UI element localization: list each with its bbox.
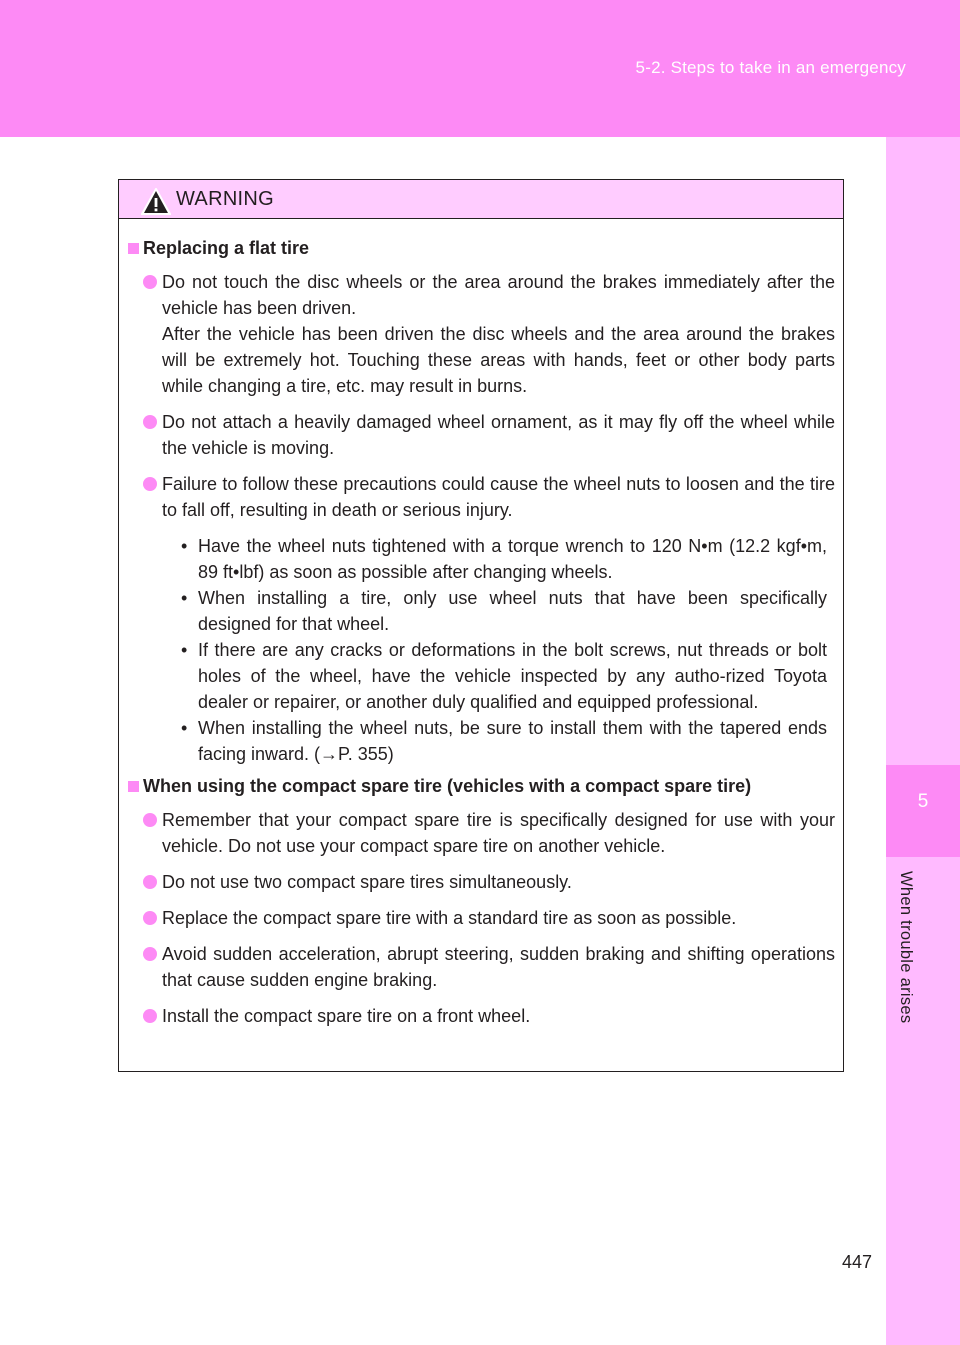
item-text: Do not use two compact spare tires simultaneously. [162,872,572,892]
item-text: Remember that your compact spare tire is specifically designed for use with your vehicle. Do not use your compact spare tire on another vehicle. [162,810,835,856]
sub-list-item: • If there are any cracks or deformations in the bolt screws, nut threads or bolt holes of the wheel, have the vehicle inspected by any autho-rized Toyota dealer or repairer, or another duly qualified and equipped professional. [181,637,827,715]
section-title: 5-2. Steps to take in an emergency [635,58,906,77]
round-bullet-icon [143,1009,157,1023]
sub-bullet: • [181,718,188,738]
section-heading: When using the compact spare tire (vehicles with a compact spare tire) [128,773,835,799]
sub-bullet: • [181,588,188,608]
list-item [128,269,835,399]
list-item [128,905,835,931]
item-text: After the vehicle has been driven the disc wheels and the area around the brakes will be extremely hot. Touching these areas with hands, feet or other body parts while changing a tire, etc. may result in burns. [162,324,835,396]
sub-list-item: • When installing the wheel nuts, be sure to install them with the tapered ends facing inward. (→P. 355) [181,715,827,767]
list-item [128,941,835,993]
warning-title: WARNING [176,188,275,210]
item-text: Avoid sudden acceleration, abrupt steering, sudden braking and shifting operations that cause sudden engine braking. [162,944,835,990]
section-heading: Replacing a flat tire [128,235,835,261]
chapter-label: When trouble arises [897,871,915,1024]
round-bullet-icon [143,813,157,827]
round-bullet-icon [143,875,157,889]
round-bullet-icon [143,415,157,429]
round-bullet-icon [143,947,157,961]
sub-bullet: • [181,640,188,660]
item-text: Install the compact spare tire on a front wheel. [162,1006,531,1026]
square-bullet-icon [128,243,139,254]
warning-header [119,180,843,219]
item-text: Replace the compact spare tire with a standard tire as soon as possible. [162,908,737,928]
item-text: Do not attach a heavily damaged wheel ornament, as it may fly off the wheel while the vehicle is moving. [162,412,835,458]
list-item [128,409,835,461]
item-text: Do not touch the disc wheels or the area around the brakes immediately after the vehicle has been driven. [162,272,835,318]
round-bullet-icon [143,275,157,289]
sub-list [181,533,827,767]
warning-triangle-icon [141,188,171,215]
sub-list-item: • When installing a tire, only use wheel nuts that have been specifically designed for that wheel. [181,585,827,637]
item-text: Failure to follow these precautions could cause the wheel nuts to loosen and the tire to fall off, resulting in death or serious injury. [162,474,835,520]
list-item [128,471,835,523]
side-tab [886,137,960,1345]
list-item [128,869,835,895]
chapter-number: 5 [917,791,929,812]
round-bullet-icon [143,477,157,491]
warning-box [118,179,844,1072]
page-number: 447 [841,1252,872,1272]
warning-body [119,219,843,1029]
sub-bullet: • [181,536,188,556]
sub-list-item: • Have the wheel nuts tightened with a torque wrench to 120 N•m (12.2 kgf•m, 89 ft•lbf) as soon as possible after changing wheels. [181,533,827,585]
list-item [128,807,835,859]
list-item [128,1003,835,1029]
round-bullet-icon [143,911,157,925]
square-bullet-icon [128,781,139,792]
